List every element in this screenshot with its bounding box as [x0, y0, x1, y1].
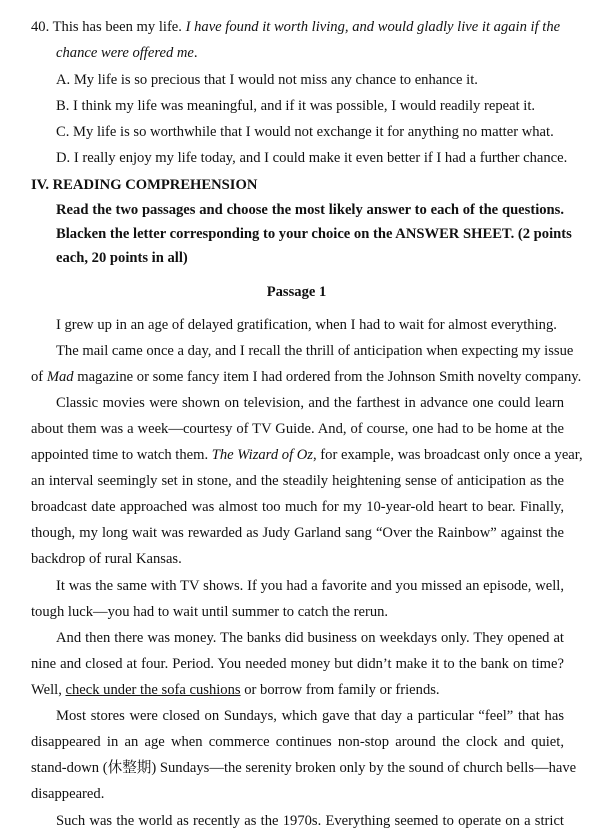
- question-quote-cont: chance were offered me: [56, 45, 194, 61]
- question-quote: I have found it worth living, and would gladly live it again if the: [185, 19, 561, 35]
- paragraph-6-line-3: stand-down (休整期) Sundays—the serenity broken only by the sound of church bells—have: [31, 760, 577, 776]
- question-40-line-2: chance were offered me.: [56, 45, 198, 61]
- passage-title: Passage 1: [266, 284, 327, 300]
- paragraph-6-line-1: Most stores were closed on Sundays, which gave that day a particular “feel” that has: [56, 708, 564, 724]
- paragraph-1: I grew up in an age of delayed gratification, when I had to wait for almost everything.: [56, 317, 557, 333]
- paragraph-6-line-4: disappeared.: [31, 786, 105, 802]
- film-title: The Wizard of Oz: [211, 447, 313, 463]
- paragraph-3-line-4: an interval seemingly set in stone, and the steadily heightening sense of anticipation as the: [31, 473, 564, 489]
- paragraph-2-line-2: of Mad magazine or some fancy item I had ordered from the Johnson Smith novelty company.: [31, 369, 582, 385]
- paragraph-3-line-5: broadcast date approached was almost too much for my 10-year-old heart to bear. Finally,: [31, 499, 564, 515]
- option-a: A. My life is so precious that I would not miss any chance to enhance it.: [56, 72, 478, 88]
- paragraph-3-line-7: backdrop of rural Kansas.: [31, 551, 182, 567]
- paragraph-4-line-1: It was the same with TV shows. If you had a favorite and you missed an episode, well,: [56, 578, 564, 594]
- paragraph-3-line-2: about them was a week—courtesy of TV Guide. And, of course, one had to be home at the: [31, 421, 564, 437]
- paragraph-5-line-1: And then there was money. The banks did business on weekdays only. They opened at: [56, 630, 564, 646]
- paragraph-2-line-1: The mail came once a day, and I recall the thrill of anticipation when expecting my issue: [56, 343, 574, 359]
- option-c: C. My life is so worthwhile that I would not exchange it for anything no matter what.: [56, 124, 554, 140]
- paragraph-3-line-6: though, my long wait was rewarded as Judy Garland sang “Over the Rainbow” against the: [31, 525, 564, 541]
- section-heading: IV. READING COMPREHENSION: [31, 177, 258, 193]
- option-d: D. I really enjoy my life today, and I could make it even better if I had a further chance.: [56, 150, 568, 166]
- magazine-title: Mad: [46, 369, 74, 385]
- paragraph-6-line-2: disappeared in an age when commerce continues non-stop around the clock and quiet,: [31, 734, 564, 750]
- question-40-line-1: [31, 14, 560, 40]
- paragraph-7-line-1: Such was the world as recently as the 1970s. Everything seemed to operate on a strict: [56, 813, 564, 829]
- paragraph-5-line-2: nine and closed at four. Period. You needed money but didn’t make it to the bank on time?: [31, 656, 564, 672]
- question-number: 40.: [31, 19, 50, 35]
- underlined-phrase: check under the sofa cushions: [65, 682, 241, 698]
- paragraph-3-line-3: appointed time to watch them. The Wizard of Oz, for example, was broadcast only once a year,: [31, 447, 583, 463]
- paragraph-5-line-3: Well, check under the sofa cushions or borrow from family or friends.: [31, 682, 440, 698]
- paragraph-3-line-1: Classic movies were shown on television, and the farthest in advance one could learn: [56, 395, 564, 411]
- question-text: This has been my life.: [52, 19, 182, 35]
- option-b: B. I think my life was meaningful, and if it was possible, I would readily repeat it.: [56, 98, 536, 114]
- instruction-line-1: Read the two passages and choose the most likely answer to each of the questions.: [56, 202, 564, 218]
- instruction-line-2: Blacken the letter corresponding to your choice on the ANSWER SHEET. (2 points: [56, 226, 572, 242]
- paragraph-4-line-2: tough luck—you had to wait until summer to catch the rerun.: [31, 604, 389, 620]
- instruction-line-3: each, 20 points in all): [56, 250, 188, 266]
